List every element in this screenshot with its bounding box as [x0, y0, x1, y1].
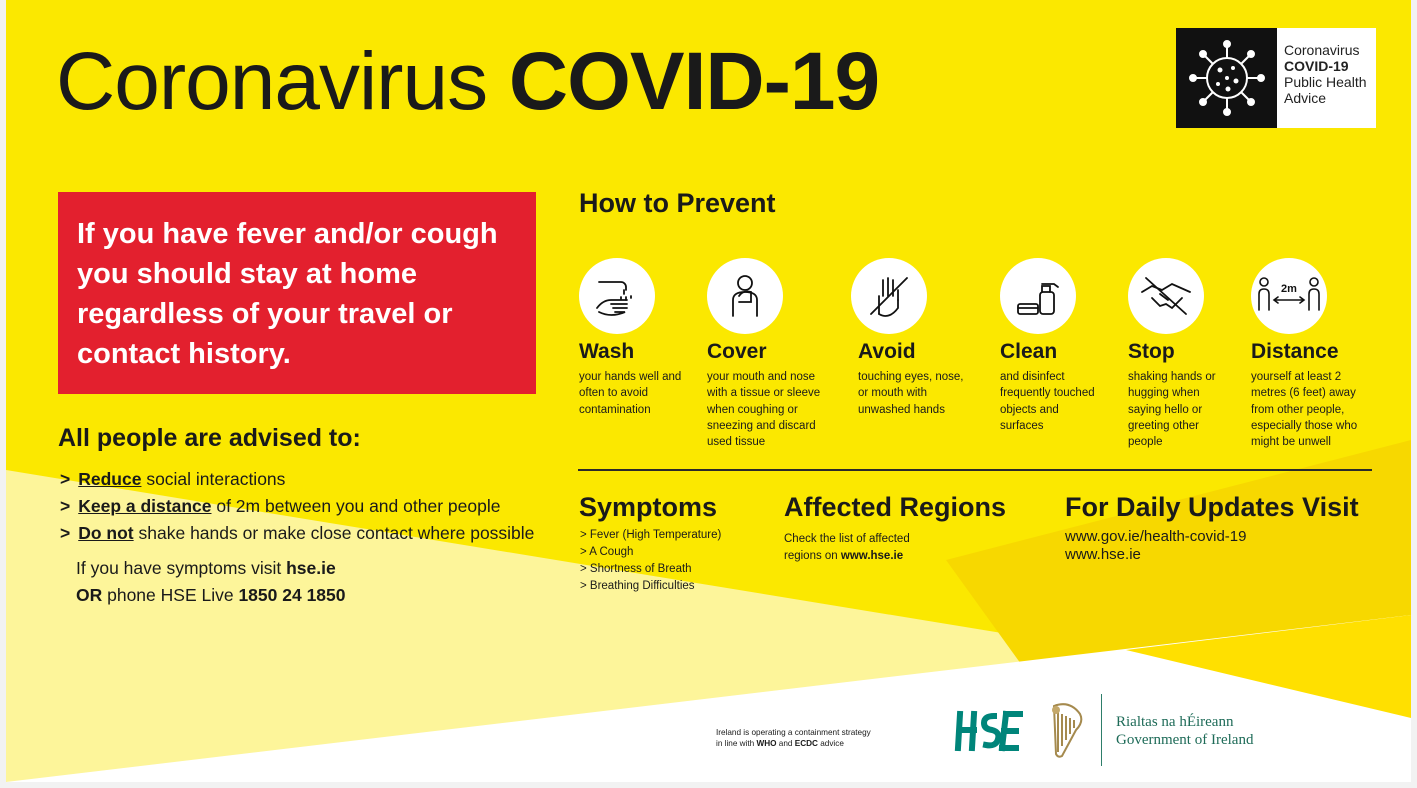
arrow: > [60, 496, 71, 516]
and-text: and [776, 739, 795, 748]
advice-rest: social interactions [141, 469, 286, 489]
title-light: Coronavirus [56, 36, 488, 127]
update-link-gov[interactable]: www.gov.ie/health-covid-19 [1065, 528, 1247, 545]
badge-text [1277, 28, 1367, 128]
contact-pre: If you have symptoms visit [76, 558, 287, 578]
advice-rest: shake hands or make close contact where possible [133, 523, 535, 543]
or-text: OR [76, 585, 103, 605]
phone-number[interactable]: 1850 24 1850 [238, 585, 346, 605]
advice-item [60, 496, 500, 517]
hse-logo [954, 706, 1026, 761]
no-touch-icon [851, 258, 927, 334]
symptom-item: > A Cough [580, 546, 634, 558]
badge-line4: Advice [1284, 90, 1327, 106]
symptom-item: > Breathing Difficulties [580, 580, 695, 592]
alert-text: If you have fever and/or cough you should stay at home regardless of your travel or contact history. [77, 218, 498, 370]
containment-note [716, 727, 871, 749]
containment-post: advice [817, 739, 844, 748]
badge-line3: Public Health [1284, 74, 1367, 90]
public-health-badge [1176, 28, 1376, 128]
title-bold: COVID-19 [508, 36, 880, 127]
gov-line-1: Rialtas na hÉireann [1116, 714, 1234, 730]
government-logo-text [1116, 713, 1253, 749]
ecdc-text: ECDC [794, 739, 818, 748]
prevent-desc-wash: your hands well and often to avoid contamination [579, 371, 682, 416]
advice-item [60, 523, 534, 544]
arrow: > [60, 523, 71, 543]
hse-link[interactable]: hse.ie [286, 558, 336, 578]
prevent-title-avoid: Avoid [858, 340, 916, 363]
regions-title: Affected Regions [784, 492, 1007, 522]
regions-line-2 [784, 548, 903, 565]
advised-title: All people are advised to: [58, 424, 361, 452]
regions-pre: regions on [784, 550, 841, 562]
prevent-title: How to Prevent [579, 188, 776, 218]
prevent-title-clean: Clean [1000, 340, 1058, 363]
advice-emphasis: Keep a distance [78, 496, 212, 516]
containment-line-1: Ireland is operating a containment strategy [716, 728, 871, 737]
regions-line-1: Check the list of affected [784, 533, 910, 545]
prevent-title-wash: Wash [579, 340, 635, 363]
updates-title: For Daily Updates Visit [1065, 492, 1359, 522]
poster [6, 0, 1411, 782]
page-title [56, 34, 879, 130]
arrow: > [60, 469, 71, 489]
update-link-hse[interactable]: www.hse.ie [1065, 546, 1141, 563]
prevent-desc-clean: and disinfect frequently touched objects and surfaces [1000, 371, 1095, 432]
contact-line-2 [76, 585, 346, 606]
advice-emphasis: Do not [78, 523, 134, 543]
symptoms-title: Symptoms [579, 492, 718, 522]
prevent-desc-distance: yourself at least 2 metres (6 feet) away from other people, especially those who might be unwell [1251, 371, 1358, 449]
no-handshake-icon [1128, 258, 1204, 334]
section-divider [578, 469, 1372, 471]
advice-emphasis: Reduce [78, 469, 142, 489]
gov-separator [1101, 694, 1102, 766]
prevent-desc-avoid: touching eyes, nose, or mouth with unwashed hands [858, 371, 964, 416]
prevent-desc-stop: shaking hands or hugging when saying hello or greeting other people [1128, 371, 1216, 449]
who-text: WHO [756, 739, 777, 748]
regions-link[interactable]: www.hse.ie [840, 550, 904, 562]
spray-bottle-icon [1000, 258, 1076, 334]
distance-label: 2m [1281, 283, 1297, 295]
advice-item [60, 469, 285, 490]
symptom-item: > Shortness of Breath [580, 563, 692, 575]
harp-icon [1046, 700, 1086, 769]
advice-rest: of 2m between you and other people [211, 496, 501, 516]
containment-pre: in line with [716, 739, 757, 748]
prevent-title-stop: Stop [1128, 340, 1175, 363]
prevent-title-cover: Cover [707, 340, 767, 363]
gov-line-2: Government of Ireland [1116, 732, 1254, 748]
cough-cover-icon [707, 258, 783, 334]
prevent-desc-cover: your mouth and nose with a tissue or sleeve when coughing or sneezing and discard used tissue [707, 371, 821, 449]
containment-line-2 [716, 738, 871, 749]
symptom-item: > Fever (High Temperature) [580, 529, 722, 541]
badge-line2: COVID-19 [1284, 58, 1349, 74]
contact-mid: phone HSE Live [102, 585, 239, 605]
prevent-title-distance: Distance [1251, 340, 1339, 363]
distance-icon [1251, 258, 1327, 334]
contact-line-1 [76, 558, 336, 579]
stay-home-alert [58, 192, 536, 394]
virus-icon [1176, 28, 1277, 128]
hand-wash-icon [579, 258, 655, 334]
badge-line1: Coronavirus [1284, 42, 1360, 58]
